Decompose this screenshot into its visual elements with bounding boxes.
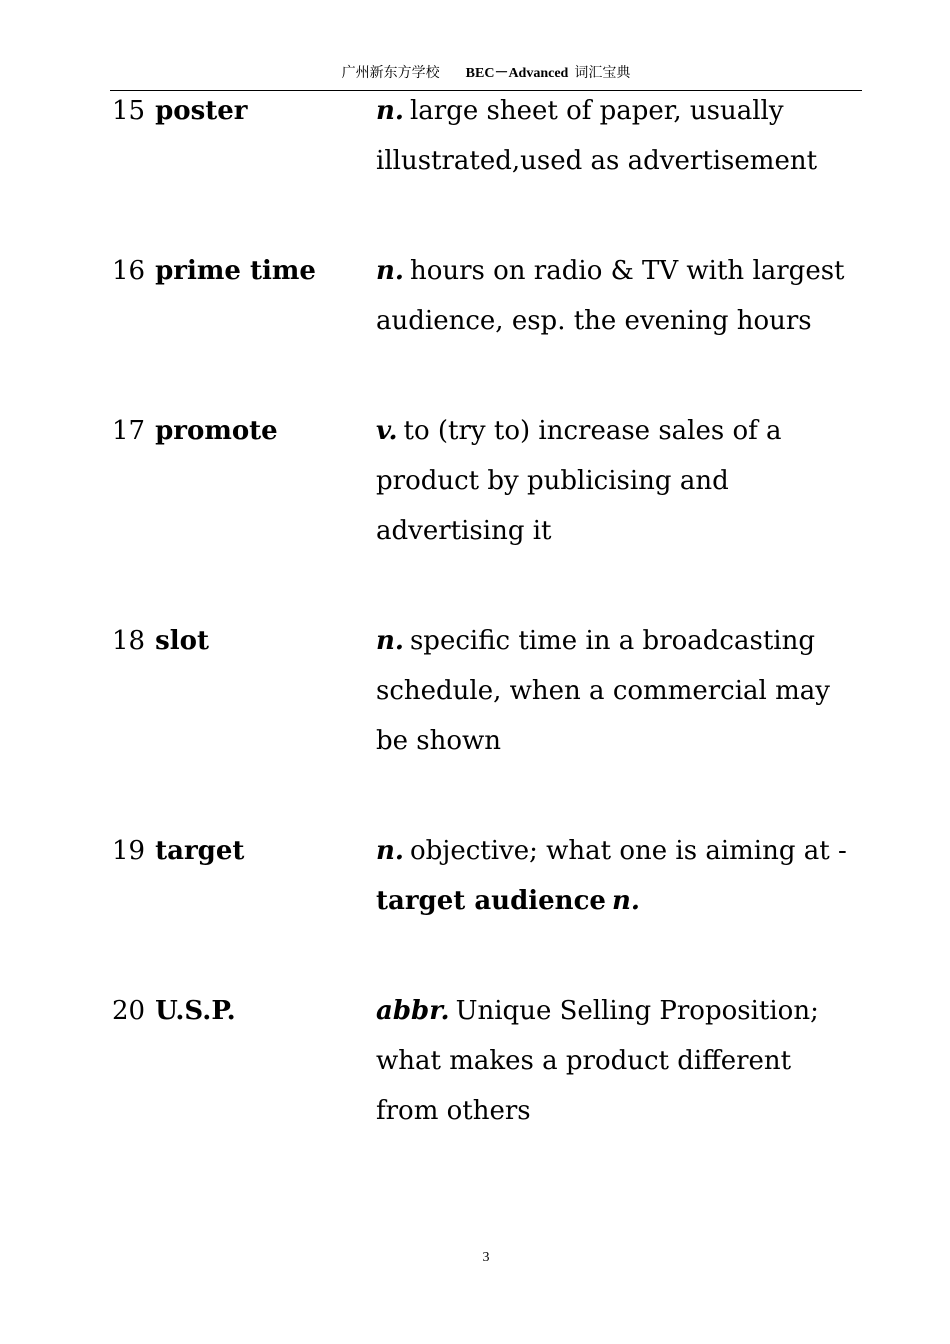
entry-term — [112, 986, 236, 1036]
entry-part-of-speech: n. — [376, 626, 404, 656]
entry-part-of-speech: n. — [376, 96, 404, 126]
entry-word: prime time — [155, 256, 316, 286]
entry-word: target — [155, 836, 245, 866]
entry-definition — [376, 826, 860, 926]
entry-definition — [376, 86, 860, 186]
entry-term — [112, 406, 278, 456]
entry-number: 19 — [112, 836, 146, 866]
entry-word: slot — [155, 626, 209, 656]
entry-term — [112, 86, 248, 136]
entry-definition-text: large sheet of paper, usually illustrated,used as advertisement — [376, 96, 818, 176]
header-school: 广州新东方学校 — [341, 66, 440, 81]
entry-word: promote — [155, 416, 278, 446]
entry-definition — [376, 616, 860, 766]
entry-part-of-speech: v. — [376, 416, 398, 446]
page-number: 3 — [482, 1250, 490, 1265]
entry-definition-text: specific time in a broadcasting schedule, when a commercial may be shown — [376, 626, 830, 756]
entry-word: U.S.P. — [155, 996, 236, 1026]
entry-number: 18 — [112, 626, 146, 656]
entry-definition-text: objective; what one is aiming at - — [409, 836, 847, 866]
entry-number: 20 — [112, 996, 146, 1026]
entry-related-part-of-speech: n. — [611, 886, 640, 916]
entry-term — [112, 246, 316, 296]
entry-word: poster — [155, 96, 248, 126]
entry-term — [112, 616, 209, 666]
entry-related-term: target audience — [376, 886, 606, 916]
entry-number: 17 — [112, 416, 146, 446]
entry-definition-text: Unique Selling Proposition; what makes a product different from others — [376, 996, 819, 1126]
entry-number: 16 — [112, 256, 146, 286]
header-title: 词汇宝典 — [574, 66, 631, 81]
entry-part-of-speech: n. — [376, 836, 404, 866]
entry-definition — [376, 246, 860, 346]
entry-definition — [376, 406, 860, 556]
entry-part-of-speech: n. — [376, 256, 404, 286]
entry-number: 15 — [112, 96, 146, 126]
entry-definition-text: hours on radio & TV with largest audience, esp. the evening hours — [376, 256, 845, 336]
entry-term — [112, 826, 244, 876]
header-exam-name: BEC－Advanced — [465, 66, 569, 81]
entry-definition-text: to (try to) increase sales of a product by publicising and advertising it — [376, 416, 782, 546]
entry-definition — [376, 986, 860, 1136]
entry-part-of-speech: abbr. — [376, 996, 450, 1026]
